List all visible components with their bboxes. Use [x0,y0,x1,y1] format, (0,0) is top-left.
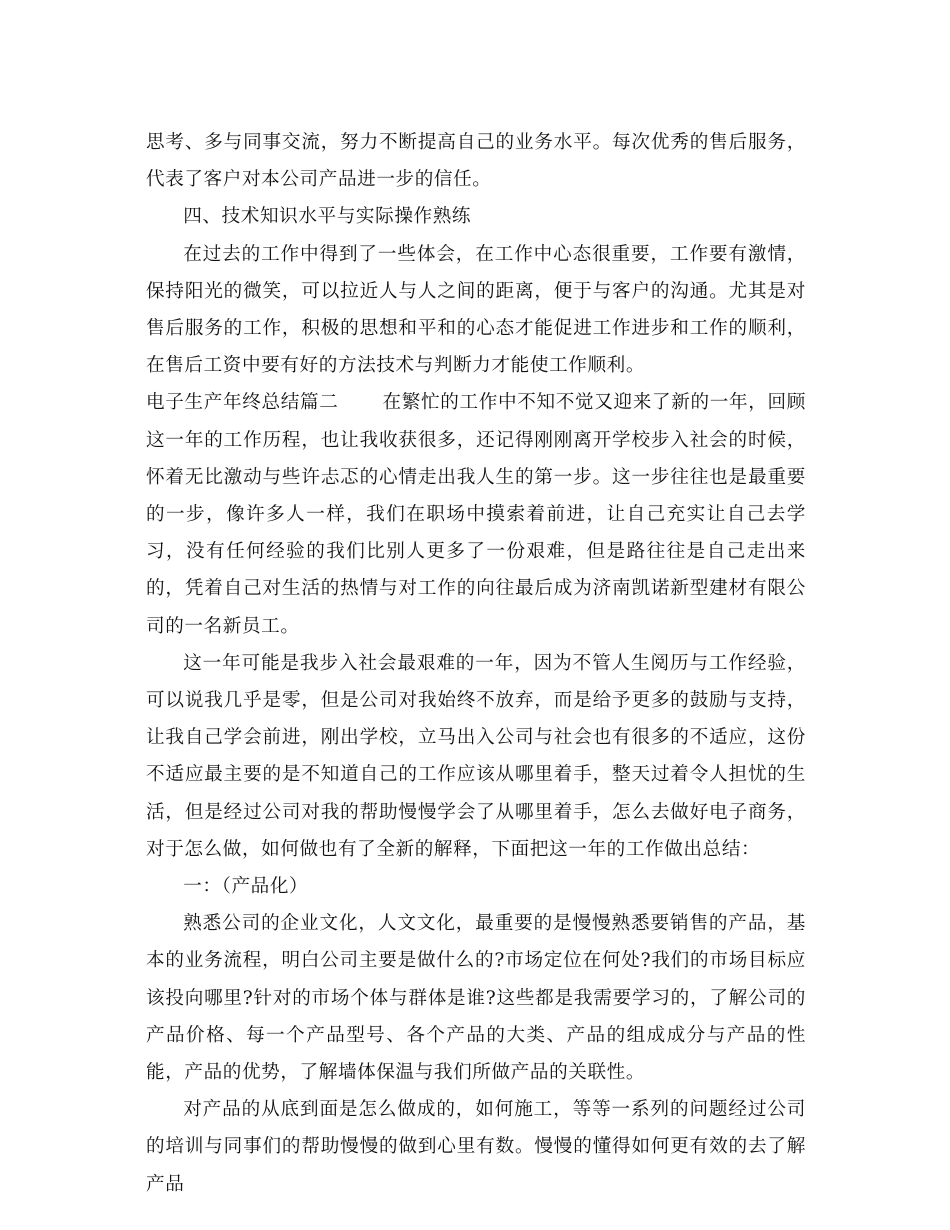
section-title-part-two: 电子生产年终总结篇二 [146,392,339,414]
paragraph-continuation: 思考、多与同事交流，努力不断提高自己的业务水平。每次优秀的售后服务，代表了客户对本公司产品进一步的信任。 [146,132,806,191]
paragraph-work-attitude: 在过去的工作中得到了一些体会，在工作中心态很重要，工作要有激情，保持阳光的微笑，可以拉近人与人之间的距离，便于与客户的沟通。尤其是对售后服务的工作，积极的思想和平和的心态才能促进工作进步和工作的顺利，在售后工资中要有好的方法技术与判断力才能使工作顺利。 [146,243,806,377]
paragraph-part-two [146,384,806,644]
paragraph-hardest-year: 这一年可能是我步入社会最艰难的一年，因为不管人生阅历与工作经验，可以说我几乎是零，但是公司对我始终不放弃，而是给予更多的鼓励与支持，让我自己学会前进，刚出学校，立马出入公司与社会也有很多的不适应，这份不适应最主要的是不知道自己的工作应该从哪里着手，整天过着令人担忧的生活，但是经过公司对我的帮助慢慢学会了从哪里着手，怎么去做好电子商务，对于怎么做，如何做也有了全新的解释，下面把这一年的工作做出总结： [146,652,806,860]
paragraph-company-culture: 熟悉公司的企业文化，人文文化，最重要的是慢慢熟悉要销售的产品，基本的业务流程，明白公司主要是做什么的?市场定位在何处?我们的市场目标应该投向哪里?针对的市场个体与群体是谁?这些都是我需要学习的，了解公司的产品价格、每一个产品型号、各个产品的大类、产品的组成成分与产品的性能，产品的优势，了解墙体保温与我们所做产品的关联性。 [146,913,806,1084]
section-heading-tech-skills: 四、技术知识水平与实际操作熟练 [183,206,472,228]
paragraph-part-two-text: 在繁忙的工作中不知不觉又迎来了新的一年，回顾这一年的工作历程，也让我收获很多，还记得刚刚离开学校步入社会的时候，怀着无比激动与些许忐忑的心情走出我人生的第一步。这一步往往也是最重要的一步，像许多人一样，我们在职场中摸索着前进，让自己充实让自己去学习，没有任何经验的我们比别人更多了一份艰难，但是路往往是自己走出来的，凭着自己对生活的热情与对工作的向往最后成为济南凯诺新型建材有限公司的一名新员工。 [146,392,806,637]
section-heading-product: 一：（产品化） [183,876,309,898]
paragraph-product-training: 对产品的从底到面是怎么做成的，如何施工，等等一系列的问题经过公司的培训与同事们的帮助慢慢的做到心里有数。慢慢的懂得如何更有效的去了解产品 [146,1099,806,1195]
document-body [146,124,806,1203]
